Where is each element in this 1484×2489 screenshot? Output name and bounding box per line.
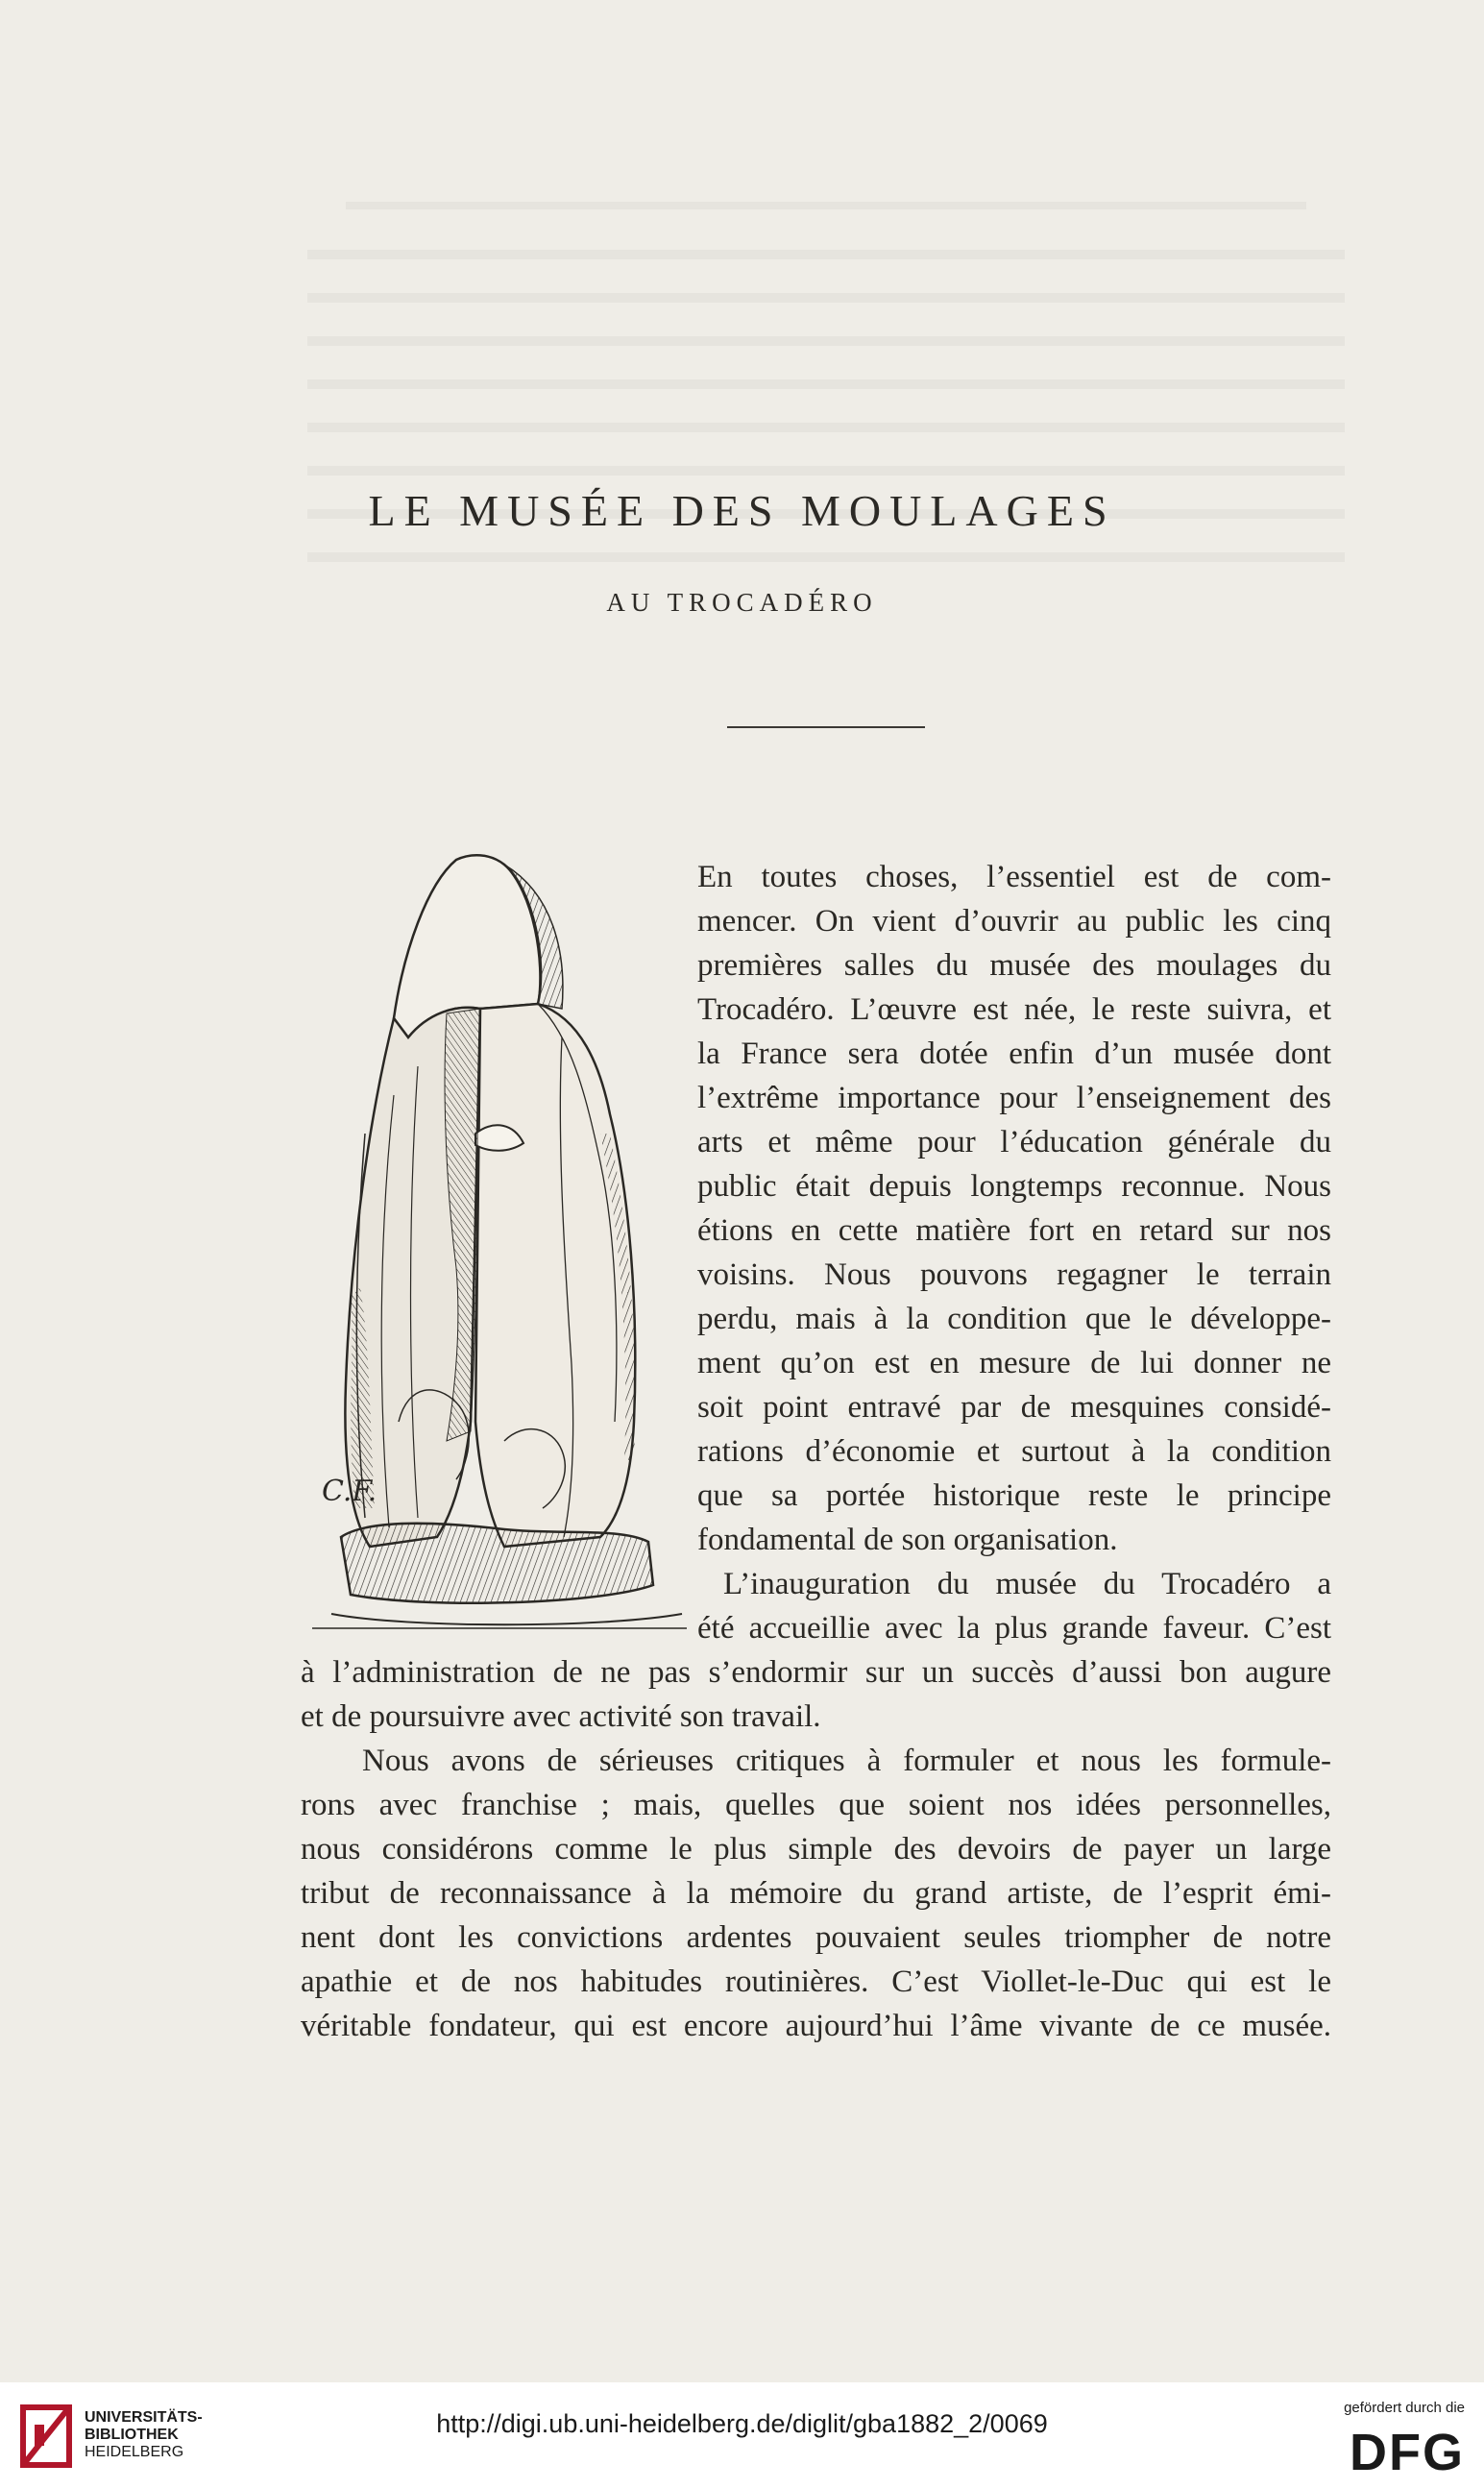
- body-line: apathie et de nos habitudes routinières. C’est Viollet-le-Duc qui est le: [301, 1964, 1331, 1999]
- body-line: fondamental de son organisation.: [697, 1523, 1118, 1557]
- article-subtitle: AU TROCADÉRO: [606, 588, 878, 617]
- body-line: l’extrême importance pour l’enseignement des: [697, 1081, 1331, 1115]
- body-line: Nous avons de sérieuses critiques à formuler et nous les formule-: [362, 1744, 1331, 1778]
- body-line: En toutes choses, l’essentiel est de com-: [697, 860, 1331, 894]
- body-line: ment qu’on est en mesure de lui donner ne: [697, 1346, 1331, 1380]
- body-line: premières salles du musée des moulages du: [697, 948, 1331, 983]
- body-line: véritable fondateur, qui est encore aujourd’hui l’âme vivante de ce musée.: [301, 2009, 1331, 2043]
- body-line: arts et même pour l’éducation générale du: [697, 1125, 1331, 1159]
- library-name-line: UNIVERSITÄTS-: [85, 2409, 203, 2426]
- body-line: et de poursuivre avec activité son travail.: [301, 1699, 821, 1734]
- body-line: rations d’économie et surtout à la condition: [697, 1434, 1331, 1469]
- library-name-line: HEIDELBERG: [85, 2444, 184, 2460]
- body-line: Trocadéro. L’œuvre est née, le reste suivra, et: [697, 992, 1331, 1027]
- body-line: la France sera dotée enfin d’un musée dont: [697, 1037, 1331, 1071]
- permalink-url[interactable]: http://digi.ub.uni-heidelberg.de/diglit/gba1882_2/0069: [436, 2409, 1048, 2438]
- body-line: que sa portée historique reste le principe: [697, 1478, 1331, 1513]
- body-line: soit point entravé par de mesquines considé-: [697, 1390, 1331, 1425]
- body-line: public était depuis longtemps reconnue. Nous: [697, 1169, 1331, 1204]
- body-line: perdu, mais à la condition que le développe-: [697, 1302, 1331, 1336]
- body-line: étions en cette matière fort en retard sur nos: [697, 1213, 1331, 1248]
- body-line: rons avec franchise ; mais, quelles que soient nos idées personnelles,: [301, 1788, 1331, 1822]
- library-name-line: BIBLIOTHEK: [85, 2427, 179, 2443]
- hooded-mourner-figure-icon: [312, 845, 687, 1643]
- title-divider: [727, 726, 925, 728]
- body-line: nent dont les convictions ardentes pouvaient seules triompher de notre: [301, 1920, 1331, 1955]
- body-line: été accueillie avec la plus grande faveur. C’est: [697, 1611, 1331, 1646]
- body-line: nous considérons comme le plus simple des devoirs de payer un large: [301, 1832, 1331, 1867]
- body-line: tribut de reconnaissance à la mémoire du grand artiste, de l’esprit émi-: [301, 1876, 1331, 1911]
- sponsor-caption: gefördert durch die: [1344, 2400, 1465, 2416]
- body-line: à l’administration de ne pas s’endormir sur un succès d’aussi bon augure: [301, 1655, 1331, 1690]
- engraver-monogram: C.F.: [322, 1475, 377, 1508]
- body-line: mencer. On vient d’ouvrir au public les cinq: [697, 904, 1331, 939]
- body-line: voisins. Nous pouvons regagner le terrain: [697, 1257, 1331, 1292]
- dfg-logo: DFG: [1350, 2424, 1465, 2481]
- body-line: L’inauguration du musée du Trocadéro a: [723, 1567, 1331, 1601]
- article-title: LE MUSÉE DES MOULAGES: [368, 486, 1116, 535]
